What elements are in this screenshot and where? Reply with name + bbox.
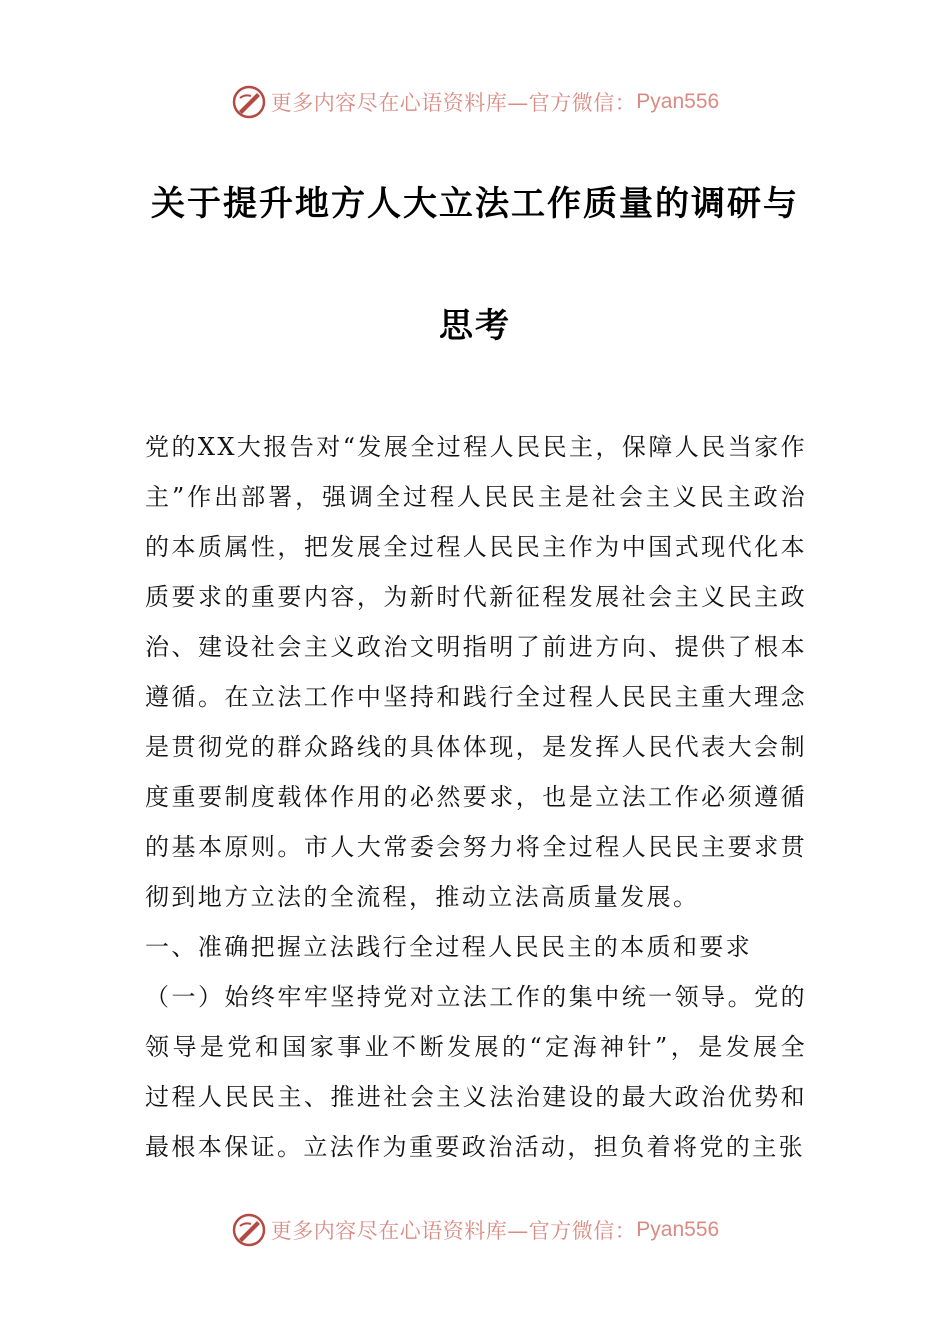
- watermark-banner-bottom: [0, 1208, 950, 1252]
- paragraph-intro: 党的XX大报告对“发展全过程人民民主，保障人民当家作主”作出部署，强调全过程人民民主是社会主义民主政治的本质属性，把发展全过程人民民主作为中国式现代化本质要求的重要内容，为新时代新征程发展社会主义民主政治、建设社会主义政治文明指明了前进方向、提供了根本遵循。在立法工作中坚持和践行全过程人民民主重大理念是贯彻党的群众路线的具体体现，是发挥人民代表大会制度重要制度载体作用的必然要求，也是立法工作必须遵循的基本原则。市人大常委会努力将全过程人民民主要求贯彻到地方立法的全流程，推动立法高质量发展。: [145, 433, 807, 911]
- banner-text: 更多内容尽在心语资料库—官方微信：: [270, 1219, 637, 1243]
- document-title-line-1: 关于提升地方人大立法工作质量的调研与: [151, 184, 799, 224]
- quill-logo-icon: [231, 84, 267, 120]
- watermark-banner-top: [0, 80, 950, 124]
- banner-wechat-id: Pyan556: [636, 1218, 720, 1241]
- quill-logo-icon: [231, 1212, 267, 1248]
- document-title-line-2: 思考: [439, 306, 511, 346]
- section-heading-1: 一、准确把握立法践行全过程人民民主的本质和要求: [145, 933, 753, 961]
- paragraph-subsection-1: （一）始终牢牢坚持党对立法工作的集中统一领导。党的领导是党和国家事业不断发展的“定海神针”，是发展全过程人民民主、推进社会主义法治建设的最大政治优势和最根本保证。立法作为重要政治活动，担负着将党的主张: [145, 983, 807, 1161]
- document-body: [145, 422, 807, 1172]
- banner-wechat-id: Pyan556: [636, 90, 720, 113]
- banner-text: 更多内容尽在心语资料库—官方微信：: [270, 91, 637, 115]
